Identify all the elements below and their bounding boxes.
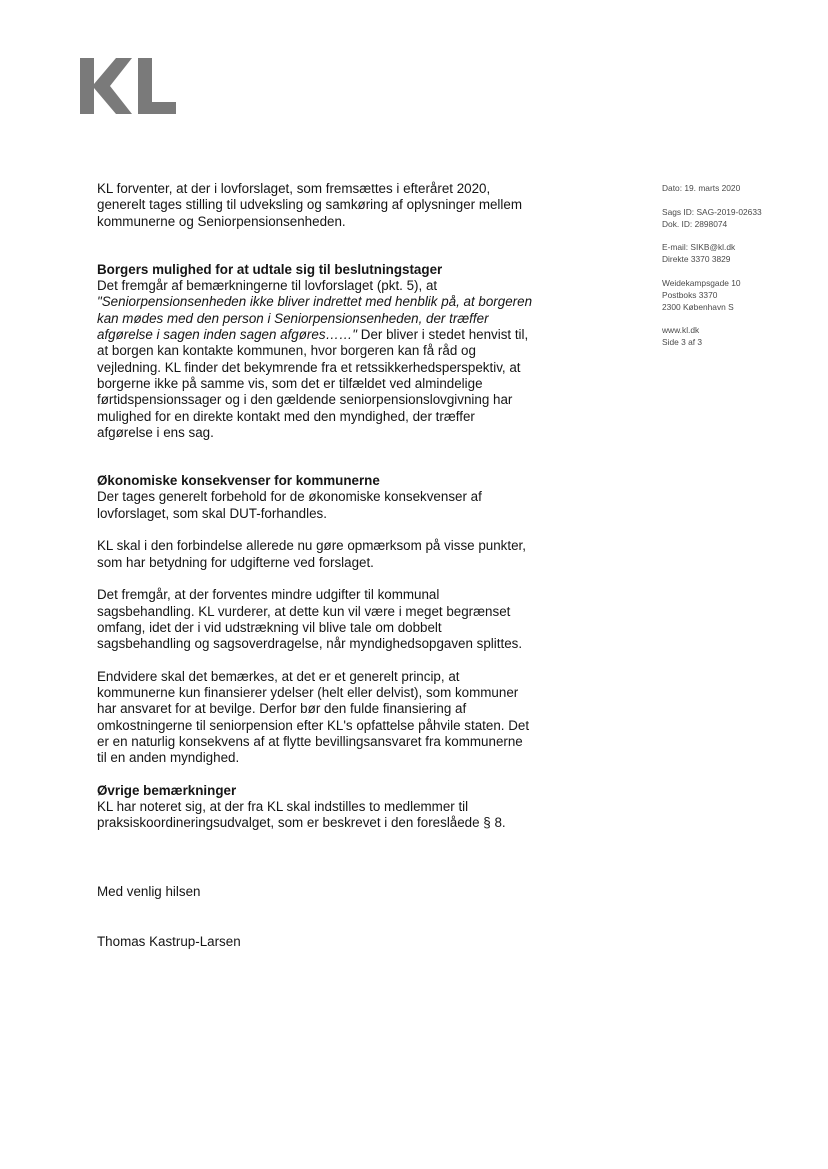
kl-logo (80, 58, 176, 114)
section-ovrige-bemaerkninger (97, 783, 567, 832)
meta-page-number: Side 3 af 3 (662, 337, 703, 347)
meta-dok-id: Dok. ID: 2898074 (662, 218, 728, 229)
meta-direkte: Direkte 3370 3829 (662, 254, 731, 264)
meta-email: E-mail: SIKB@kl.dk (662, 242, 736, 252)
meta-address: Weidekampsgade 10 Postboks 3370 2300 København S (662, 277, 741, 312)
meta-date: Dato: 19. marts 2020 (662, 183, 741, 193)
document-meta (662, 182, 822, 360)
section-paragraph: Der tages generelt forbehold for de økonomiske konsekvenser af lovforslaget, som skal DUT-forhandles. (97, 489, 482, 521)
meta-web: www.kl.dk (662, 325, 700, 335)
section-paragraph: Endvidere skal det bemærkes, at det er et generelt princip, at kommunerne kun finansierer ydelser (helt eller delvist), som kommuner har ansvaret for at bevilge. Derfor bør den fulde finansiering af omkostningerne til seniorpension efter KL's opfattelse påhvile staten. Det er en naturlig konsekvens af at flytte bevillingsansvaret fra kommunerne til en anden myndighed. (97, 668, 530, 766)
intro-paragraph: KL forventer, at der i lovforslaget, som fremsættes i efteråret 2020, generelt tages stilling til udveksling og samkøring af oplysninger mellem kommunerne og Seniorpensionsenheden. (97, 181, 522, 229)
section-heading: Øvrige bemærkninger (97, 782, 237, 798)
section-paragraph: Det fremgår af bemærkningerne til lovforslaget (pkt. 5), at "Seniorpensionsenheden ikke bliver indrettet med henblik på, at borgeren kan mødes med den person i Seniorpensionsenheden, der træffer afgørelse i sagen inden sagen afgøres……" Der bliver i stedet henvist til, at borgen kan kontakte kommunen, hvor borgeren kan få råd og vejledning. KL finder det bekymrende fra et retssikkerhedsperspektiv, at borgerne ikke på samme vis, som det er tilfældet ved almindelige førtidspensionssager og i den gældende seniorpensionslovgivning har mulighed for en direkte kontakt med den myndighed, der træffer afgørelse i ens sag. (97, 278, 533, 440)
letter-body (97, 181, 567, 848)
section-paragraph: Det fremgår, at der forventes mindre udgifter til kommunal sagsbehandling. KL vurderer, at dette kun vil være i meget begrænset omfang, idet der i vid udstrækning vil blive tale om dobbelt sagsbehandling og sagsoverdragelse, når myndighedsopgaven splittes. (97, 587, 523, 652)
section-heading: Borgers mulighed for at udtale sig til beslutningstager (97, 261, 443, 277)
closing-greeting: Med venlig hilsen (97, 884, 201, 899)
section-paragraph: KL har noteret sig, at der fra KL skal indstilles to medlemmer til praksiskoordineringsudvalget, som er beskrevet i den foreslåede § 8. (97, 799, 506, 831)
section-heading: Økonomiske konsekvenser for kommunerne (97, 473, 380, 489)
signer-name: Thomas Kastrup-Larsen (97, 934, 241, 949)
section-borgers-mulighed (97, 262, 567, 441)
meta-sags-id: Sags ID: SAG-2019-02633 (662, 206, 762, 217)
section-okonomiske-konsekvenser (97, 473, 567, 766)
section-paragraph: KL skal i den forbindelse allerede nu gøre opmærksom på visse punkter, som har betydning for udgifterne ved forslaget. (97, 538, 526, 570)
